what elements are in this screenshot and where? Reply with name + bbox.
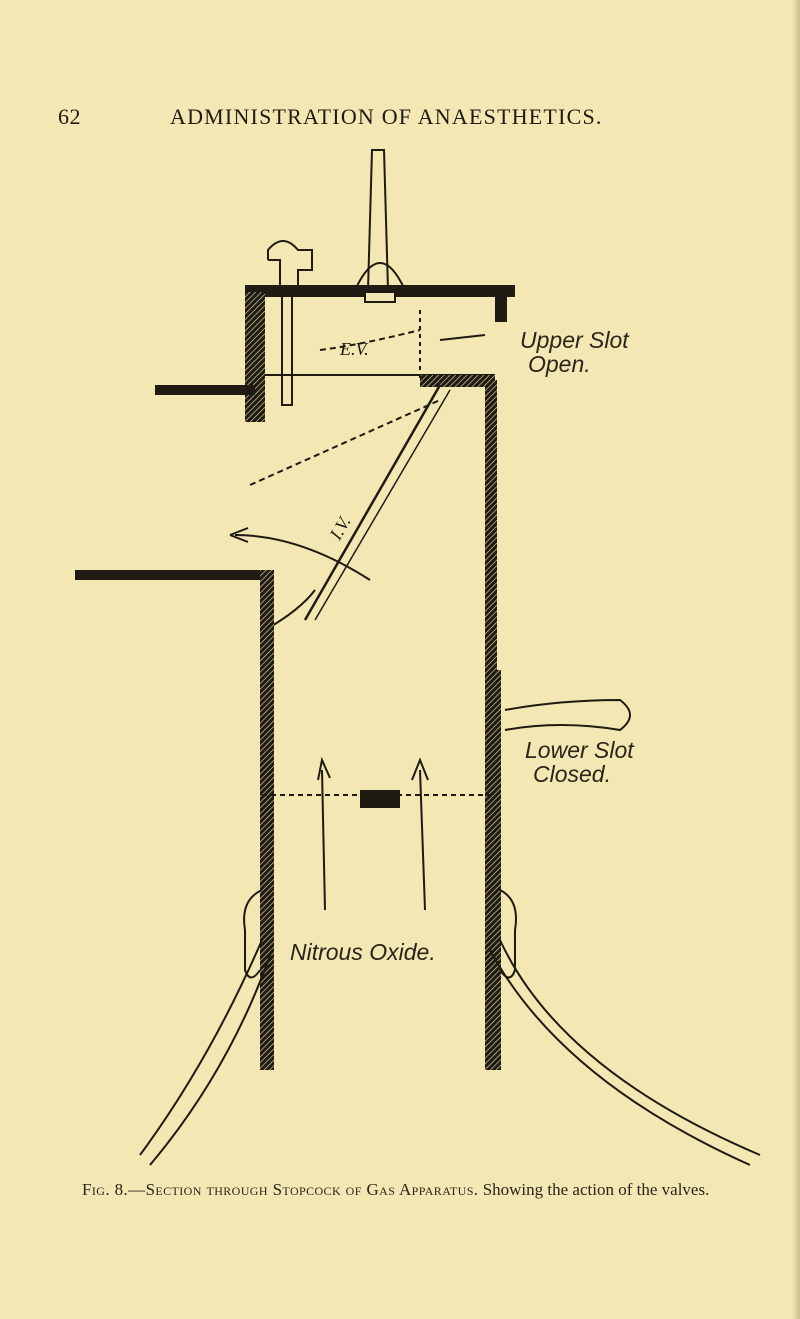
caption-title: —Section through Stopcock of Gas Apparatus. [128,1180,479,1199]
lower-slot-label [525,738,634,786]
nitrous-oxide-label: Nitrous Oxide. [290,939,436,965]
caption-text: Showing the action of the valves. [478,1180,710,1199]
upper-slot-line-2: Open. [528,351,591,377]
page-edge [792,0,800,1319]
caption-fig-label: Fig. 8. [82,1180,129,1199]
stopcock-diagram [0,140,800,1170]
upper-slot-line-1: Upper Slot [520,327,629,353]
stopcock-section-figure [0,140,800,1170]
iv-label: I.V. [325,512,355,544]
ev-label: E.V. [340,339,369,359]
upper-slot-label [520,328,629,376]
running-head: ADMINISTRATION OF ANAESTHETICS. [170,104,603,129]
spindle [368,150,388,290]
page-number: 62 [58,104,81,129]
lower-slot-line-2: Closed. [533,761,611,787]
figure-caption [82,1180,722,1199]
lower-slot-line-1: Lower Slot [525,737,634,763]
